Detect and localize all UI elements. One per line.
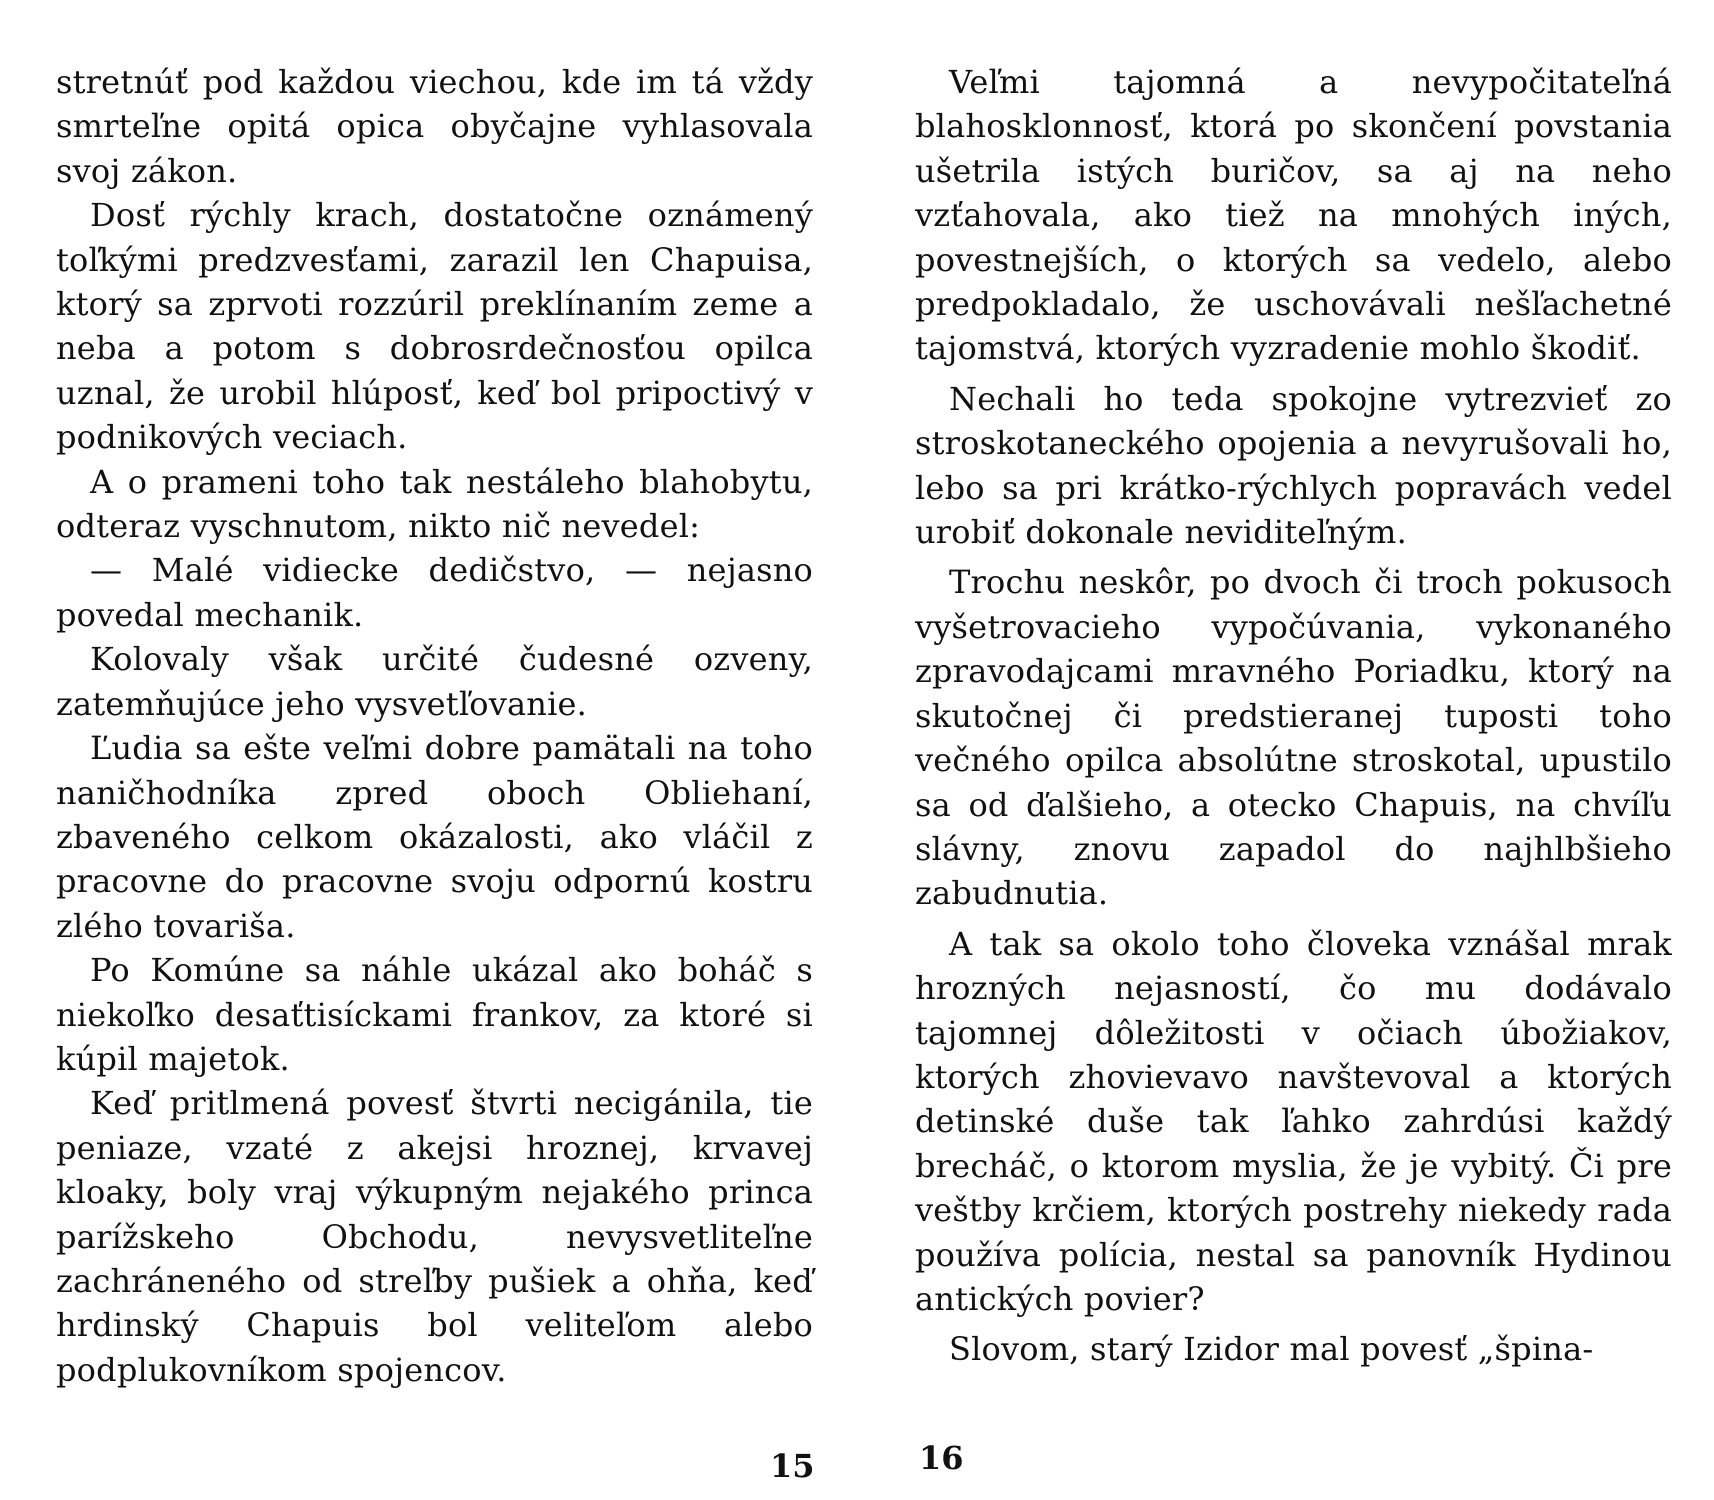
paragraph: Kolovaly však určité čudesné ozveny, zatemňujúce jeho vysvetľovanie. — [56, 640, 813, 723]
right-page-text — [915, 60, 1672, 1378]
page-number: 15 — [770, 1447, 815, 1485]
paragraph: Po Komúne sa náhle ukázal ako boháč s niekoľko desaťtisíckami frankov, za ktoré si kúpil majetok. — [56, 951, 813, 1078]
paragraph: Dosť rýchly krach, dostatočne oznámený toľkými predzvesťami, zarazil len Chapuisa, ktorý sa zprvoti rozzúril preklínaním zeme a neba a potom s dobrosrdečnosťou opilca uznal, že urobil hlúposť, keď bol pripoctivý v podnikových veciach. — [56, 196, 813, 457]
page-number: 16 — [919, 1439, 964, 1477]
paragraph: Slovom, starý Izidor mal povesť „špina- — [949, 1330, 1594, 1369]
paragraph: Veľmi tajomná a nevypočitateľná blahosklonnosť, ktorá po skončení povstania ušetrila istých buričov, sa aj na neho vzťahovala, ako tiež na mnohých iných, povestnejších, o ktorých sa vedelo, alebo predpokladalo, že uschovávali nešľachetné tajomstvá, ktorých vyzradenie mohlo škodiť. — [915, 63, 1672, 368]
left-page-text — [56, 60, 813, 1392]
paragraph: A o prameni toho tak nestáleho blahobytu, odteraz vyschnutom, nikto nič nevedel: — [56, 462, 813, 546]
paragraph: Ľudia sa ešte veľmi dobre pamätali na toho naničhodníka zpred oboch Obliehaní, zbaveného celkom okázalosti, ako vláčil z pracovne do pracovne svoju odpornú kostru zlého tovariša. — [56, 729, 813, 945]
paragraph: — Malé vidiecke dedičstvo, — nejasno povedal mechanik. — [56, 551, 813, 634]
paragraph: A tak sa okolo toho človeka vznášal mrak hrozných nejasností, čo mu dodávalo tajomnej dôležitosti v očiach úbožiakov, ktorých zhovievavo navštevoval a ktorých detinské duše tak ľahko zahrdúsi každý brecháč, o ktorom myslia, že je vybitý. Či pre veštby krčiem, ktorých postrehy niekedy rada používa polícia, nestal sa panovník Hydinou antických povier? — [915, 924, 1672, 1318]
paragraph: Nechali ho teda spokojne vytrezvieť zo stroskotaneckého opojenia a nevyrušovali ho, lebo sa pri krátko-rýchlych popravách vedel urobiť dokonale neviditeľným. — [915, 379, 1672, 552]
paragraph: Keď pritlmená povesť štvrti necigánila, tie peniaze, vzaté z akejsi hroznej, krvavej kloaky, boly vraj výkupným nejakého princa parížskeho Obchodu, nevysvetliteľne zachráneného od streľby pušiek a ohňa, keď hrdinský Chapuis bol veliteľom alebo podplukovníkom spojencov. — [56, 1084, 813, 1389]
paragraph: stretnúť pod každou viechou, kde im tá vždy smrteľne opitá opica obyčajne vyhlasovala svoj zákon. — [56, 63, 813, 190]
right-page — [857, 0, 1714, 1500]
paragraph: Trochu neskôr, po dvoch či troch pokusoch vyšetrovacieho vypočúvania, vykonaného zpravodajcami mravného Poriadku, ktorý na skutočnej či predstieranej tuposti toho večného opilca absolútne stroskotal, upustilo sa od ďalšieho, a otecko Chapuis, na chvíľu slávny, znovu zapadol do najhlbšieho zabudnutia. — [915, 563, 1672, 913]
